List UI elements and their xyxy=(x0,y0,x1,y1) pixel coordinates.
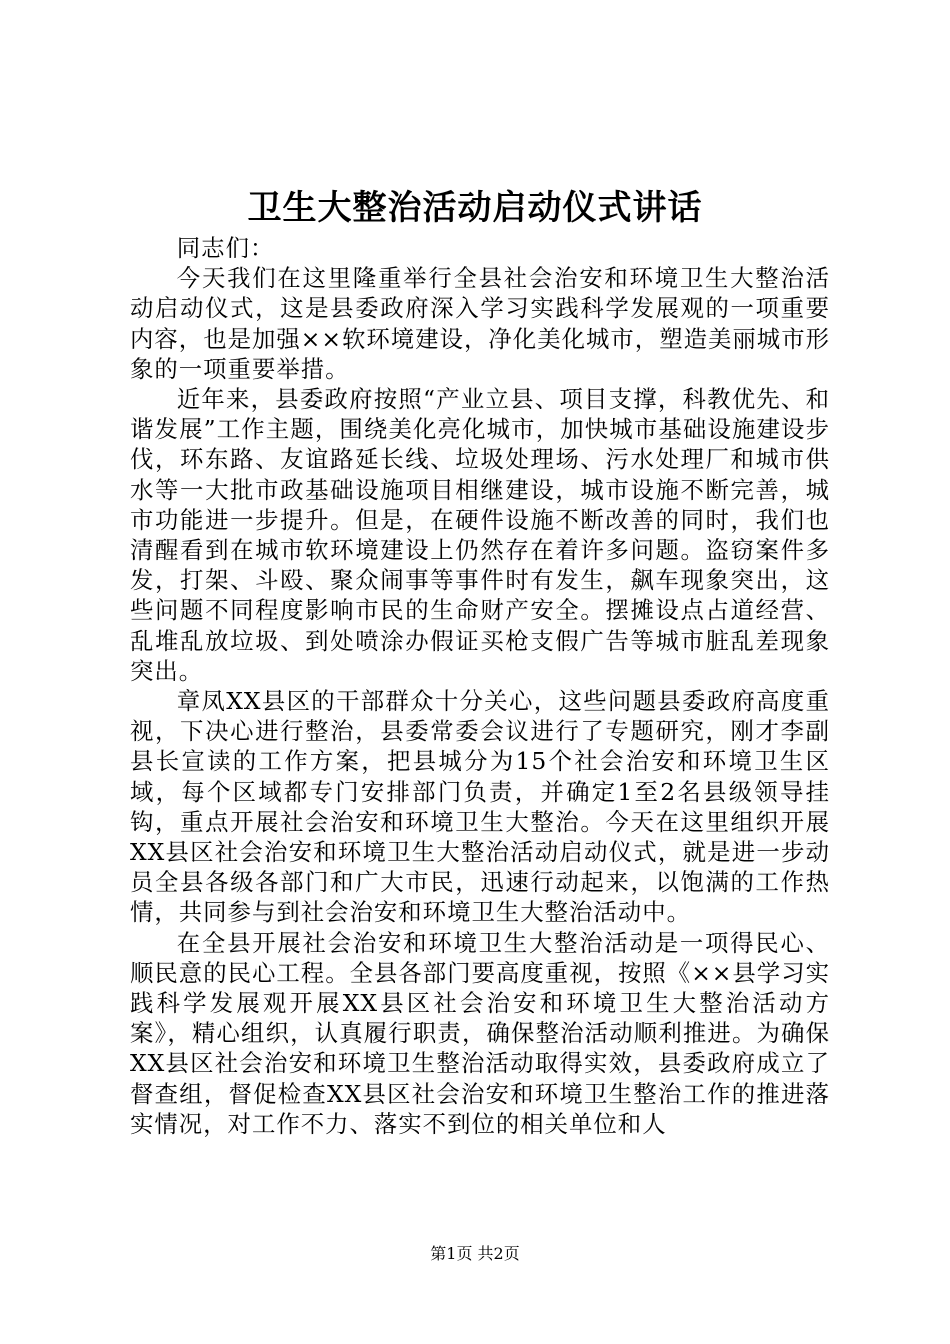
document-title: 卫生大整治活动启动仪式讲话 xyxy=(247,188,703,228)
salutation-paragraph: 同志们： xyxy=(176,234,275,262)
document-body xyxy=(130,233,830,1139)
body-paragraph: 章凤XX县区的干部群众十分关心，这些问题县委政府高度重视，下决心进行整治，县委常委会议进行了专题研究，刚才李副县长宣读的工作方案，把县城分为15个社会治安和环境卫生区域，每个区域都专门安排部门负责，并确定1至2名县级领导挂钩，重点开展社会治安和环境卫生大整治。今天在这里组织开展XX县区社会治安和环境卫生大整治活动启动仪式，就是进一步动员全县各级各部门和广大市民，迅速行动起来，以饱满的工作热情，共同参与到社会治安和环境卫生大整治活动中。 xyxy=(130,687,830,927)
body-paragraph: 近年来，县委政府按照“产业立县、项目支撑，科教优先、和谐发展”工作主题，围绕美化亮化城市，加快城市基础设施建设步伐，环东路、友谊路延长线、垃圾处理场、污水处理厂和城市供水等一大批市政基础设施项目相继建设，城市设施不断完善，城市功能进一步提升。但是，在硬件设施不断改善的同时，我们也清醒看到在城市软环境建设上仍然存在着许多问题。盗窃案件多发，打架、斗殴、聚众闹事等事件时有发生，飙车现象突出，这些问题不同程度影响市民的生命财产安全。摆摊设点占道经营、乱堆乱放垃圾、到处喷涂办假证买枪支假广告等城市脏乱差现象突出。 xyxy=(130,385,830,685)
body-paragraph: 今天我们在这里隆重举行全县社会治安和环境卫生大整治活动启动仪式，这是县委政府深入学习实践科学发展观的一项重要内容，也是加强××软环境建设，净化美化城市，塑造美丽城市形象的一项重要举措。 xyxy=(130,264,830,383)
page-footer: 第1页 共2页 xyxy=(430,1244,520,1263)
body-paragraph: 在全县开展社会治安和环境卫生大整治活动是一项得民心、顺民意的民心工程。全县各部门要高度重视，按照《××县学习实践科学发展观开展XX县区社会治安和环境卫生大整治活动方案》，精心组织，认真履行职责，确保整治活动顺利推进。为确保XX县区社会治安和环境卫生整治活动取得实效，县委政府成立了督查组，督促检查XX县区社会治安和环境卫生整治工作的推进落实情况，对工作不力、落实不到位的相关单位和人 xyxy=(130,928,830,1138)
